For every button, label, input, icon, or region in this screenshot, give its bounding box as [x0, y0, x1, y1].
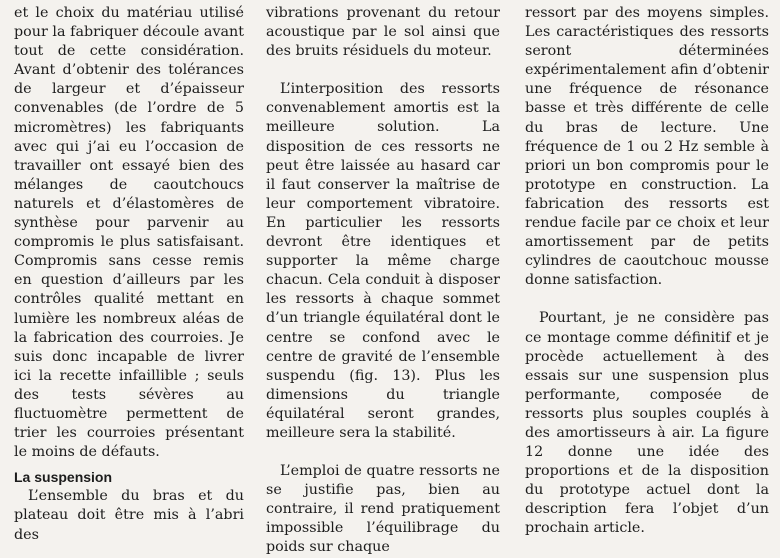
paragraph: L’interposition des ressorts convenablement amortis est la meilleure solution. La disposition de ces ressorts ne peut être laissée au hasard car il faut conserver la maîtrise de leur comportement vibratoire. En particulier les ressorts devront être identiques et supporter la même charge chacun. Cela conduit à disposer les ressorts à chaque sommet d’un triangle équilatéral dont le centre se confond avec le centre de gravité de l’ensemble suspendu (fig. 13). Plus les dimensions du triangle équilatéral seront grandes, meilleure sera la stabilité. [266, 81, 500, 441]
paragraph: ressort par des moyens simples. Les caractéristiques des ressorts seront déterminées expérimentalement afin d’obtenir une fréquence de résonance basse et très différente de celle du bras de lecture. Une fréquence de 1 ou 2 Hz semble à priori un bon compromis pour le prototype en construction. La fabrication des ressorts est rendue facile par ce choix et leur amortissement par de petits cylindres de caoutchouc mousse donne satisfaction. [525, 5, 769, 289]
paragraph: L’emploi de quatre ressorts ne se justifie pas, bien au contraire, il rend pratiquement impossible l’équilibrage du poids sur chaque [266, 463, 500, 556]
paragraph: Pourtant, je ne considère pas ce montage comme définitif et je procède actuellement à des essais sur une suspension plus performante, composée de ressorts plus souples couplés à des amortisseurs à air. La figure 12 donne une idée des proportions et de la disposition du prototype actuel dont la description fera l’objet d’un prochain article. [525, 310, 769, 537]
paragraph: vibrations provenant du retour acoustique par le sol ainsi que des bruits résiduels du moteur. [266, 5, 500, 60]
text-column-1 [14, 4, 244, 545]
text-column-2 [266, 4, 500, 558]
paragraph: L’ensemble du bras et du plateau doit être mis à l’abri des [14, 488, 244, 543]
section-heading: La suspension [14, 469, 113, 486]
text-column-3 [525, 4, 769, 539]
paragraph: et le choix du matériau utilisé pour la fabriquer découle avant tout de cette considération. Avant d’obtenir des tolérances de largeur et d’épaisseur convenables (de l’ordre de 5 micromètres) les fabriquants avec qui j’ai eu l’occasion de travailler ont essayé bien des mélanges de caoutchoucs naturels et d’élastomères de synthèse pour parvenir au compromis le plus satisfaisant. Compromis sans cesse remis en question d’ailleurs par les contrôles qualité mettant en lumière les nombreux aléas de la fabrication des courroies. Je suis donc incapable de livrer ici la recette infaillible ; seuls des tests sévères au fluctuomètre permettent de trier les courroies présentant le moins de défauts. [14, 5, 244, 461]
